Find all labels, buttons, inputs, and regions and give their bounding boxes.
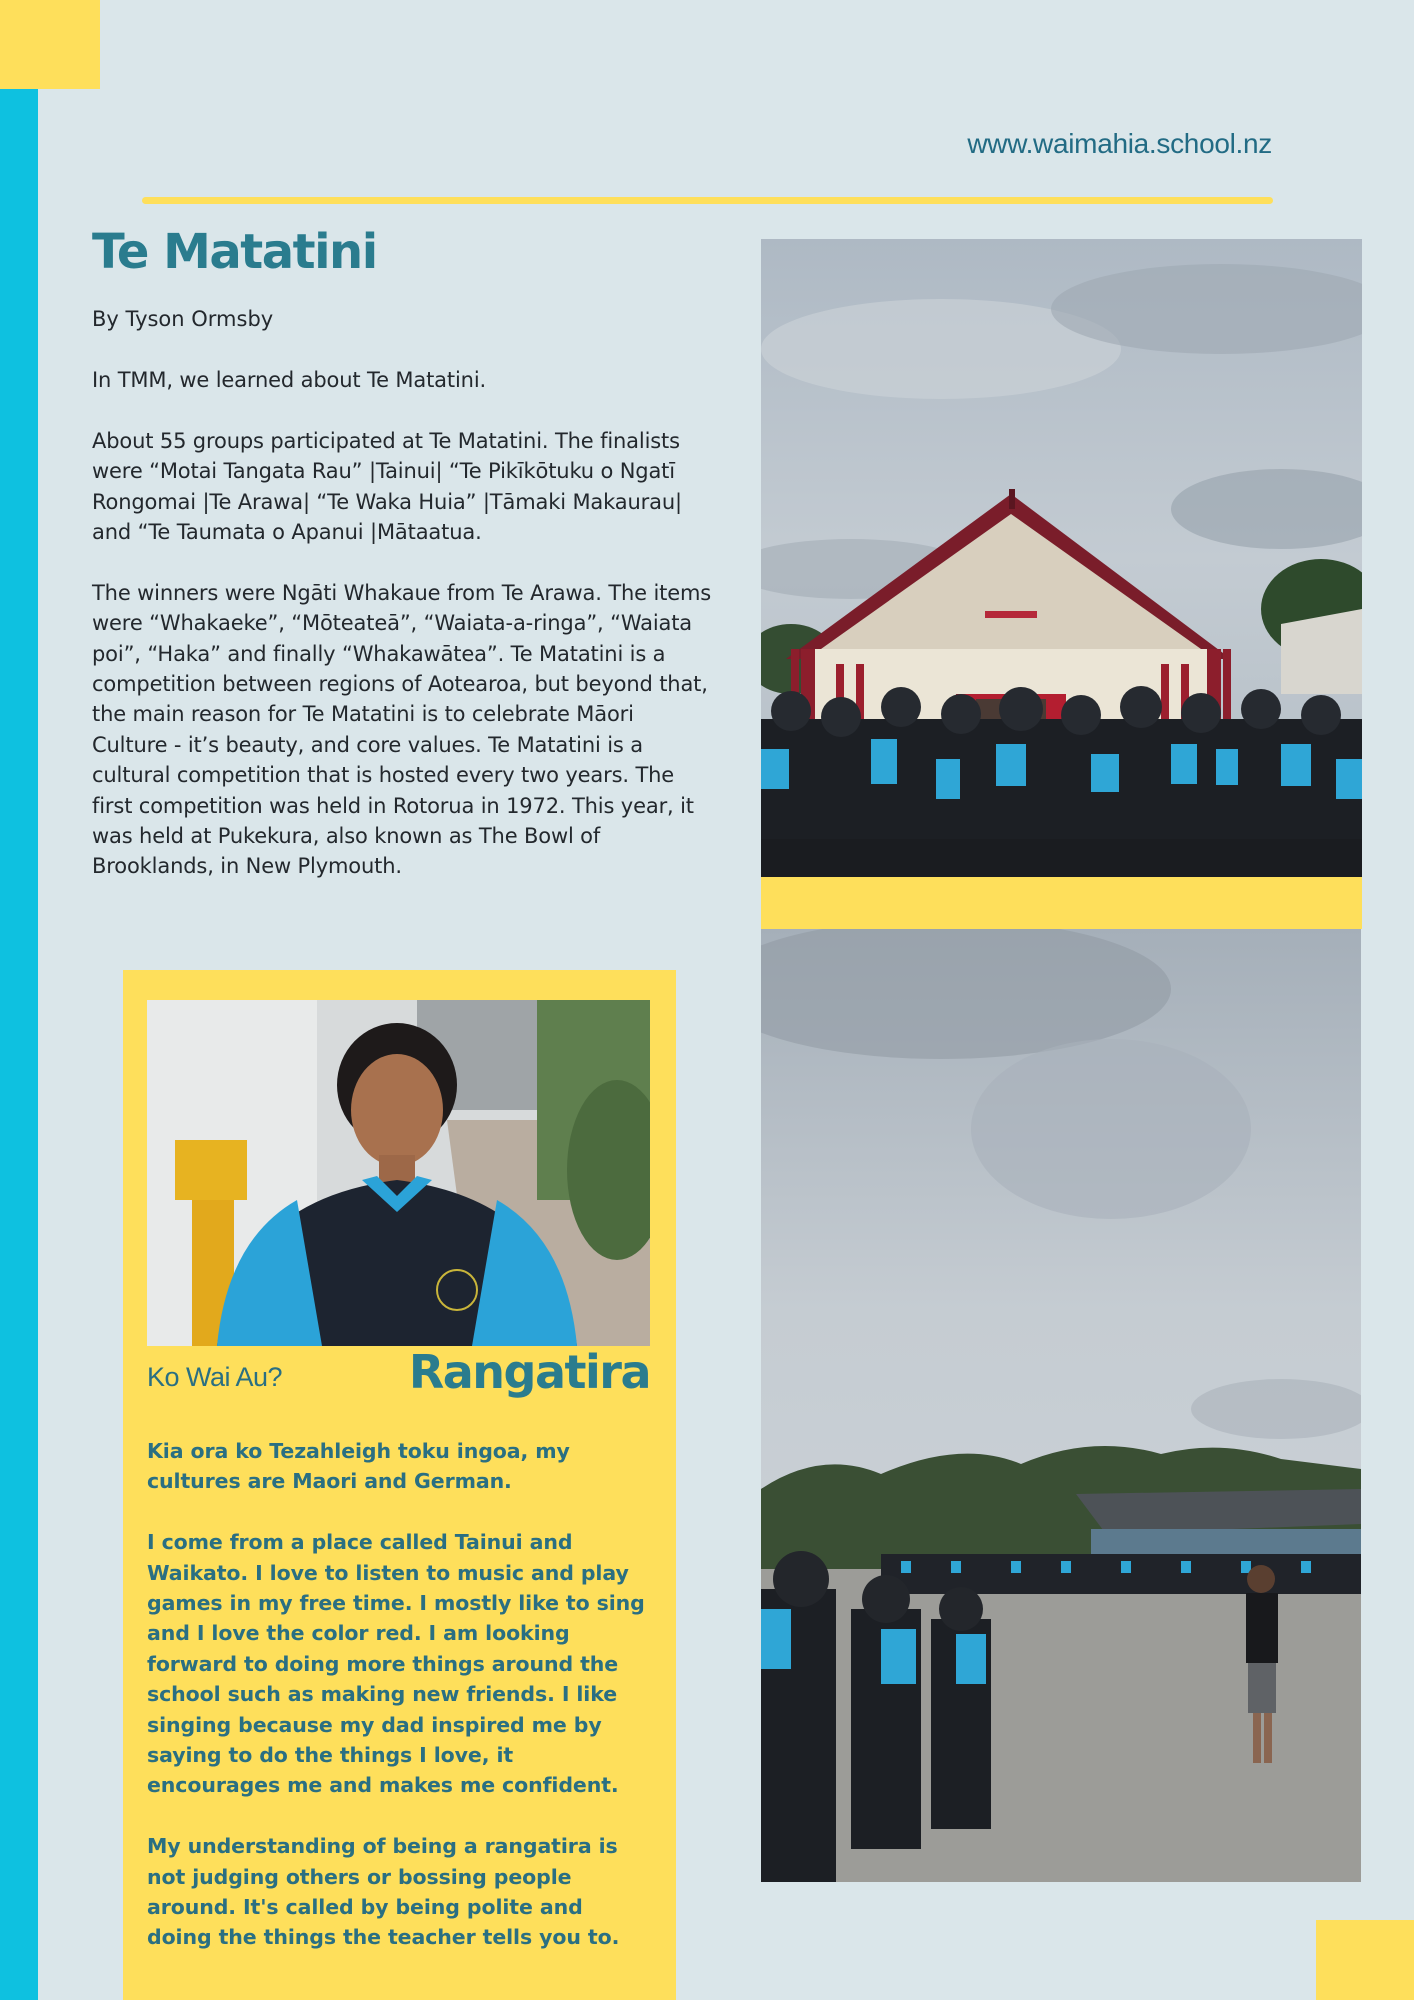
top-left-corner-block [0, 0, 100, 89]
profile-paragraph: Kia ora ko Tezahleigh toku ingoa, my cultures are Maori and German. [147, 1439, 570, 1494]
profile-kicker: Ko Wai Au? [147, 1362, 283, 1392]
article-paragraph: The winners were Ngāti Whakaue from Te Arawa. The items were “Whakaeke”, “Mōteateā”, “Waiata-a-ringa”, “Waiata poi”, “Haka” and finally “Whakawātea”. Te Matatini is a competition between regions of Aotearoa, but beyond that, the main reason for Te Matatini is to celebrate Māori Culture - it’s beauty, and core values. Te Matatini is a cultural competition that is hosted every two years. The first competition was held in Rotorua in 1972. This year, it was held at Pukekura, also known as The Bowl of Brooklands, in New Plymouth. [92, 580, 712, 879]
article-byline: By Tyson Ormsby [92, 307, 274, 331]
article-body [92, 365, 712, 912]
left-accent-bar [0, 0, 38, 2000]
marae-photo [761, 239, 1362, 877]
profile-paragraph: I come from a place called Tainui and Waikato. I love to listen to music and play games in my free time. I mostly like to sing and I love the color red. I am looking forward to doing more things around the school such as making new friends. I like singing because my dad inspired me by saying to do the things I love, it encourages me and makes me confident. [147, 1530, 645, 1798]
profile-paragraph: My understanding of being a rangatira is not judging others or bossing people around. It's called by being polite and doing the things the teacher tells you to. [147, 1834, 620, 1950]
photo-accent-band [761, 877, 1362, 929]
website-url[interactable]: www.waimahia.school.nz [967, 128, 1272, 159]
header-divider [142, 197, 1273, 204]
profile-card [123, 970, 676, 2000]
student-portrait [147, 1000, 650, 1346]
article-paragraph: About 55 groups participated at Te Matatini. The finalists were “Motai Tangata Rau” |Tainui| “Te Pikīkōtuku o Ngatī Rongomai |Te Arawa| “Te Waka Huia” |Tāmaki Makaurau| and “Te Taumata o Apanui |Mātaatua. [92, 428, 682, 545]
article-paragraph: In TMM, we learned about Te Matatini. [92, 368, 487, 392]
bottom-right-corner-block [1316, 1920, 1414, 2000]
courtyard-gathering-photo [761, 929, 1361, 1882]
profile-body [147, 1436, 652, 1983]
article-title: Te Matatini [92, 224, 377, 280]
profile-title: Rangatira [408, 1345, 650, 1399]
